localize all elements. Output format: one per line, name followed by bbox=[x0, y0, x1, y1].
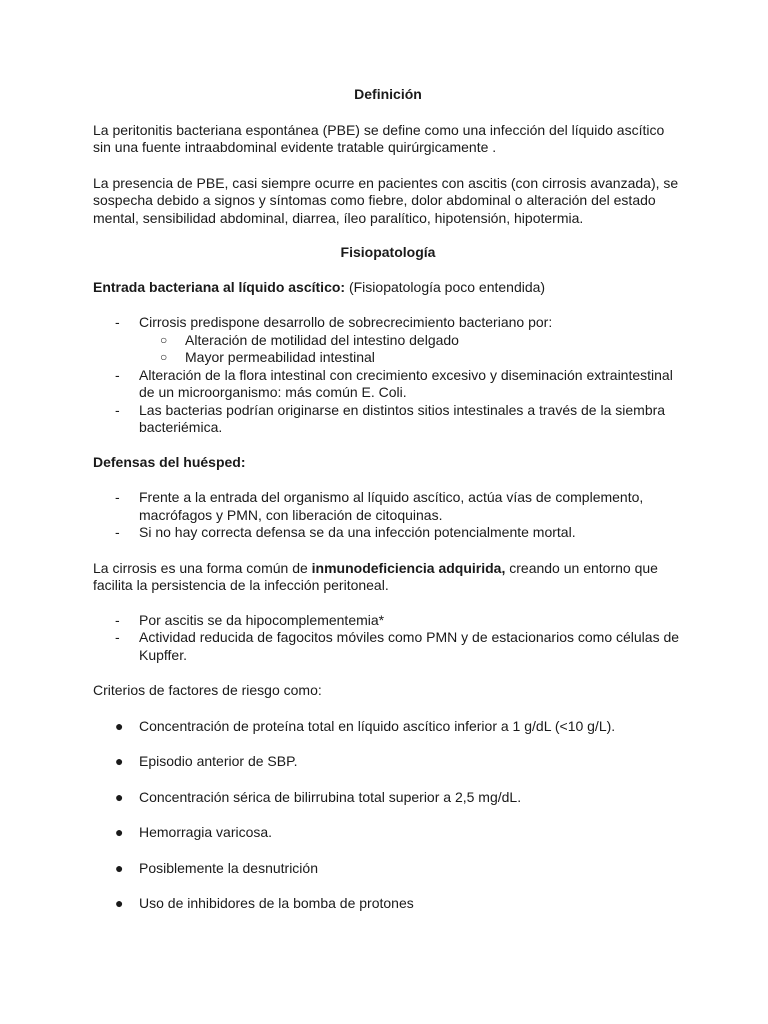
paragraph-entrada bbox=[93, 279, 683, 297]
circle-marker: ○ bbox=[160, 350, 168, 364]
circle-marker: ○ bbox=[160, 332, 168, 347]
bullet-item-text: Episodio anterior de SBP. bbox=[139, 753, 298, 769]
list-item bbox=[93, 524, 683, 542]
entrada-bold-label: Entrada bacteriana al líquido ascítico: bbox=[93, 278, 346, 295]
sublist-item-text: Mayor permeabilidad intestinal bbox=[185, 349, 375, 365]
dash-marker: - bbox=[115, 524, 120, 540]
dash-marker: - bbox=[115, 314, 120, 330]
bullet-item bbox=[93, 789, 683, 807]
dash-marker: - bbox=[115, 489, 120, 505]
list-item bbox=[93, 612, 683, 630]
paragraph-cirrosis bbox=[93, 560, 683, 595]
list-item-text: Actividad reducida de fagocitos móviles como PMN y de estacionarios como células de Kupffer. bbox=[139, 629, 680, 663]
list-item bbox=[93, 314, 683, 367]
list-item bbox=[93, 489, 683, 524]
list-item-text: Cirrosis predispone desarrollo de sobrecrecimiento bacteriano por: bbox=[139, 314, 553, 330]
bullet-marker: ● bbox=[115, 788, 124, 805]
bullet-item bbox=[93, 753, 683, 771]
dash-marker: - bbox=[115, 366, 120, 383]
bullet-item-text: Concentración sérica de bilirrubina total superior a 2,5 mg/dL. bbox=[139, 788, 522, 805]
heading-defensas bbox=[93, 454, 683, 472]
cirrosis-list bbox=[93, 612, 683, 665]
list-item bbox=[93, 629, 683, 664]
entrada-list bbox=[93, 314, 683, 437]
bullet-item bbox=[93, 718, 683, 736]
bullet-marker: ● bbox=[115, 895, 124, 911]
list-item bbox=[93, 402, 683, 437]
sublist-item-text: Alteración de motilidad del intestino delgado bbox=[185, 331, 459, 348]
bullet-marker: ● bbox=[115, 717, 124, 734]
cirrosis-post: creando un entorno que facilita la persistencia de la infección peritoneal. bbox=[93, 559, 658, 593]
bullet-item-text: Hemorragia varicosa. bbox=[139, 824, 273, 840]
list-item bbox=[93, 367, 683, 402]
list-item-text: Por ascitis se da hipocomplementemia* bbox=[139, 611, 385, 628]
bullet-item-text: Concentración de proteína total en líquido ascítico inferior a 1 g/dL (<10 g/L). bbox=[139, 717, 616, 734]
heading-definicion: Definición bbox=[354, 86, 422, 102]
dash-marker: - bbox=[115, 401, 120, 418]
bullet-marker: ● bbox=[115, 753, 124, 769]
dash-marker: - bbox=[115, 629, 120, 645]
list-item-text: Frente a la entrada del organismo al líquido ascítico, actúa vías de complemento, macrófagos y PMN, con liberación de citoquinas. bbox=[139, 489, 644, 523]
criterios-list bbox=[93, 718, 683, 913]
bullet-item bbox=[93, 824, 683, 842]
bullet-item bbox=[93, 860, 683, 878]
paragraph-presencia: La presencia de PBE, casi siempre ocurre en pacientes con ascitis (con cirrosis avanzada), se sospecha debido a signos y síntomas como fiebre, dolor abdominal o alteración del estado mental, sensibilidad abdominal, diarrea, íleo paralítico, hipotensión, hipotermia. bbox=[93, 174, 679, 226]
entrada-note: (Fisiopatología poco entendida) bbox=[345, 278, 546, 295]
bullet-marker: ● bbox=[115, 859, 124, 876]
bullet-item bbox=[93, 895, 683, 913]
bullet-item-text: Posiblemente la desnutrición bbox=[139, 859, 318, 876]
list-item-text: Si no hay correcta defensa se da una infección potencialmente mortal. bbox=[139, 524, 576, 540]
entrada-sublist bbox=[139, 332, 683, 367]
document-page bbox=[93, 86, 683, 913]
paragraph-criterios: Criterios de factores de riesgo como: bbox=[93, 682, 322, 698]
defensas-title: Defensas del huésped: bbox=[93, 453, 246, 470]
dash-marker: - bbox=[115, 611, 120, 628]
bullet-marker: ● bbox=[115, 824, 124, 840]
cirrosis-pre: La cirrosis es una forma común de bbox=[93, 559, 312, 576]
cirrosis-bold: inmunodeficiencia adquirida, bbox=[311, 559, 506, 576]
list-item-text: Las bacterias podrían originarse en distintos sitios intestinales a través de la siembra bacteriémica. bbox=[139, 401, 666, 435]
heading-fisiopatologia: Fisiopatología bbox=[340, 244, 436, 260]
list-item-text: Alteración de la flora intestinal con crecimiento excesivo y diseminación extraintestinal de un microorganismo: más común E. Coli. bbox=[139, 366, 673, 400]
bullet-item-text: Uso de inhibidores de la bomba de protones bbox=[139, 895, 414, 911]
sublist-item bbox=[139, 349, 683, 367]
paragraph-definicion: La peritonitis bacteriana espontánea (PBE) se define como una infección del líquido ascítico sin una fuente intraabdominal evidente tratable quirúrgicamente . bbox=[93, 121, 665, 155]
sublist-item bbox=[139, 332, 683, 350]
defensas-list bbox=[93, 489, 683, 542]
